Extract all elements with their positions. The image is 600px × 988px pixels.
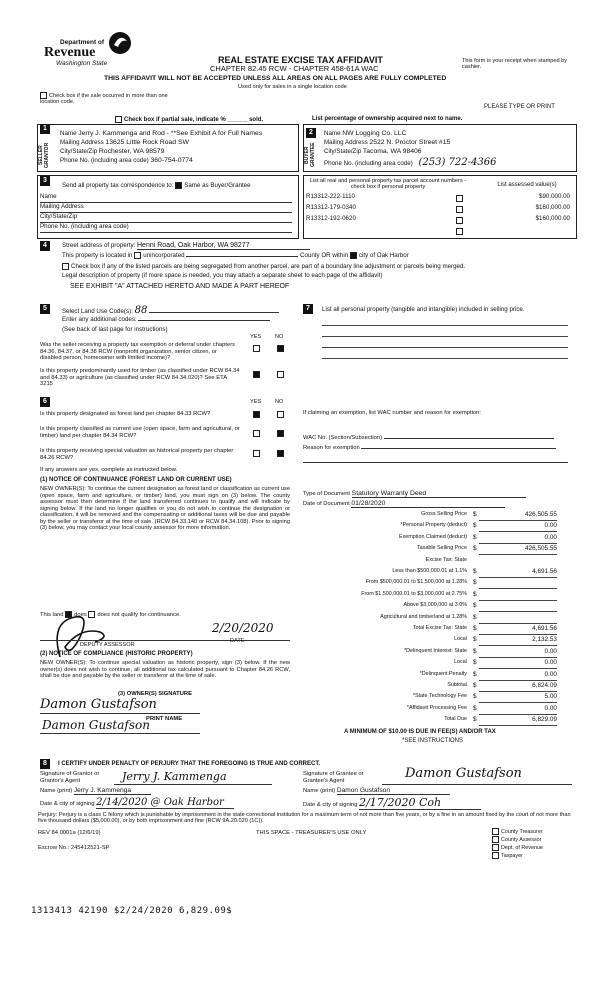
grantor-name-row: Name (print) Jerry J. Kammenga bbox=[40, 787, 151, 795]
parcel-row bbox=[306, 204, 570, 215]
doc-type-row: Type of Document Statutory Warranty Deed bbox=[303, 490, 526, 498]
fee-value[interactable]: 4,691.56 bbox=[532, 568, 557, 575]
located-row: This property is located in unincorporated County OR within city of Oak Harbor bbox=[62, 252, 409, 260]
personal-property-label: List all personal property (tangible and intangible) included in selling price. bbox=[322, 306, 525, 313]
owner-print-name[interactable]: Damon Gustafson bbox=[42, 718, 150, 732]
form-title: REAL ESTATE EXCISE TAX AFFIDAVIT bbox=[218, 55, 383, 65]
grantee-sig-line bbox=[382, 784, 572, 785]
parcel-account[interactable]: R13312-179-0340 bbox=[306, 204, 356, 211]
acceptance-notice: THIS AFFIDAVIT WILL NOT BE ACCEPTED UNLESS ALL AREAS ON ALL PAGES ARE FULLY COMPLETED bbox=[104, 75, 447, 82]
grantor-signature[interactable]: Jerry J. Kammenga bbox=[122, 770, 227, 783]
parcel-account[interactable]: R13312-192-0620 bbox=[306, 215, 356, 222]
if-yes-note: If any answers are yes, complete as instructed below. bbox=[40, 467, 178, 473]
s5-q1-yes[interactable] bbox=[253, 345, 260, 352]
fee-row: Total Due $ 6,829.09 bbox=[303, 716, 593, 727]
corr-name-field[interactable]: Name bbox=[40, 193, 292, 203]
parcel-value[interactable]: $160,000.00 bbox=[535, 204, 570, 211]
exemption-label: If claiming an exemption, list WAC number and reason for exemption: bbox=[303, 410, 481, 416]
fee-value[interactable]: 0.00 bbox=[544, 704, 557, 712]
fee-table bbox=[303, 511, 593, 747]
reason-line-2[interactable] bbox=[303, 462, 568, 463]
land-use-row: Select Land Use Code(s): 88 bbox=[62, 305, 279, 317]
fee-row: Taxable Selling Price $ 426,505.55 bbox=[303, 545, 593, 556]
fee-row: *Delinquent Penalty $ 0.00 bbox=[303, 671, 593, 682]
see-back-note: (See back of last page for instructions) bbox=[62, 326, 168, 333]
form-chapters: CHAPTER 82.45 RCW - CHAPTER 458-61A WAC bbox=[210, 64, 379, 73]
property-street[interactable]: Henni Road, Oak Harbor, WA 98277 bbox=[137, 242, 310, 250]
parcel-row bbox=[306, 193, 570, 204]
legal-exhibit: SEE EXHIBIT "A" ATTACHED HERETO AND MADE A PART HEREOF bbox=[70, 283, 290, 290]
fee-value[interactable]: 6,829.09 bbox=[532, 716, 557, 724]
wac-field[interactable] bbox=[384, 438, 554, 439]
parcel-account[interactable]: R13312-222-1110 bbox=[306, 193, 355, 200]
deputy-assessor-label: DEPUTY ASSESSOR bbox=[80, 642, 135, 648]
legal-description-label: Legal description of property (if more space is needed, you may attach a separate sheet to each page of the affidavit) bbox=[62, 272, 383, 279]
seller-phone-row: Phone No. (including area code) 360-754-0774 bbox=[60, 157, 193, 164]
owner-signature[interactable]: Damon Gustafson bbox=[40, 697, 157, 712]
dist-checkbox[interactable] bbox=[492, 828, 499, 835]
section-5-tag: 5 bbox=[40, 304, 50, 314]
s5-yes-header: YES bbox=[250, 334, 262, 340]
single-location-note: Used only for sales in a single location code bbox=[238, 84, 347, 90]
partial-sale-row: Check box if partial sale, indicate % ______ sold. bbox=[115, 116, 263, 124]
corr-city-field[interactable]: City/State/Zip bbox=[40, 213, 292, 223]
grantor-sig-line bbox=[114, 784, 272, 785]
section-4-tag: 4 bbox=[40, 241, 50, 251]
fee-row: Gross Selling Price $ 426,505.55 bbox=[303, 511, 593, 522]
corr-mailing-field[interactable]: Mailing Address bbox=[40, 203, 292, 213]
s6-yes-header: YES bbox=[250, 399, 262, 405]
doc-date[interactable]: 01/28/2020 bbox=[351, 500, 505, 508]
fee-row: Local $ 2,132.53 bbox=[303, 636, 593, 647]
partial-sale-checkbox[interactable] bbox=[115, 116, 122, 123]
street-row: Street address of property: Henni Road, Oak Harbor, WA 98277 bbox=[62, 242, 310, 250]
s6-q3-yes[interactable] bbox=[253, 450, 260, 457]
fee-row: Exemption Claimed (deduct) $ 0.00 bbox=[303, 534, 593, 545]
seller-name-row: Name Jerry J. Kammenga and Rod - **See Exhibit A for Full Names bbox=[60, 130, 263, 137]
grantor-date-row: Date & city of signing 2/14/2020 @ Oak Harbor bbox=[40, 797, 234, 809]
fee-row: Subtotal $ 6,824.09 bbox=[303, 682, 593, 693]
see-instructions: *SEE INSTRUCTIONS bbox=[402, 738, 464, 744]
fee-row: Less than $500,000.01 at 1.1% $ 4,691.56 bbox=[303, 568, 593, 579]
s6-q1: Is this property designated as forest land per chapter 84.33 RCW? bbox=[40, 411, 211, 417]
dist-checkbox[interactable] bbox=[492, 844, 499, 851]
doc-type[interactable]: Statutory Warranty Deed bbox=[352, 490, 527, 498]
buyer-address-row: Mailing Address 2522 N. Proctor Street #15 bbox=[324, 139, 451, 146]
grantee-sig-label: Signature of Grantee or Grantee's Agent bbox=[303, 771, 364, 784]
assessor-date-label: DATE bbox=[230, 638, 245, 644]
dist-item: County Treasurer bbox=[492, 828, 543, 836]
dist-item: Taxpayer bbox=[492, 852, 543, 860]
grantee-name[interactable]: Damon Gustafson bbox=[337, 787, 450, 795]
print-name-label: PRINT NAME bbox=[146, 716, 183, 722]
fee-row: *Affidavit Processing Fee $ 0.00 bbox=[303, 705, 593, 716]
grantee-date-row: Date & city of signing 2/17/2020 Coh bbox=[303, 797, 481, 810]
s5-q1: Was the seller receiving a property tax exemption or deferral under chapters 84.36, 84.37, or 84.38 RCW (nonprofit organization, senior citizen, or disabled person, homeowner with limited income)? bbox=[40, 342, 236, 362]
s6-q2: Is this property classified as current use (open space, farm and agricultural, or timber) land per chapter 84.34 RCW? bbox=[40, 426, 240, 439]
buyer-phone-row: Phone No. (including area code) (253) 722-4366 bbox=[324, 157, 497, 168]
s6-q3-no[interactable] bbox=[277, 450, 284, 457]
owner-sig-label: (3) OWNER(S) SIGNATURE bbox=[118, 691, 192, 697]
receipt-note: This form is your receipt when stamped by cashier. bbox=[462, 58, 568, 71]
certify-statement: I CERTIFY UNDER PENALTY OF PERJURY THAT THE FOREGOING IS TRUE AND CORRECT. bbox=[58, 761, 321, 767]
fee-value[interactable]: 0.00 bbox=[544, 670, 557, 678]
fee-value[interactable]: 2,132.53 bbox=[532, 636, 557, 644]
fee-row: From $1,500,000.01 to $3,000,000 at 2.75% $ bbox=[303, 591, 593, 602]
multi-location-label: Check box if the sale occurred in more than one location code. bbox=[40, 92, 168, 106]
parcel-row-empty bbox=[306, 226, 486, 237]
fee-value[interactable]: 0.00 bbox=[544, 647, 557, 655]
dist-item: Dept. of Revenue bbox=[492, 844, 543, 852]
notice1-text: NEW OWNER(S): To continue the current designation as forest land or classification as current use (open space, farm and agriculture, or timber) land, you must sign on (3) below. The county assessor must then determine if the land transferred continues to qualify and will indicate by signing below. If the land no longer qualifies or you do not wish to continue the designation or classification, it will be removed and the compensating or additional taxes will be due and payable by the seller or transferor at the time of sale. (RCW 84.33.140 or RCW 84.34.108). Prior to signing (3) below, you may contact your local county assessor for more information. bbox=[40, 486, 290, 532]
distribution-list bbox=[492, 828, 543, 860]
parcel-header: List all real and personal property tax parcel account numbers - check box if personal property bbox=[309, 178, 467, 191]
section-1-tag: 1 bbox=[40, 124, 50, 134]
fee-value[interactable]: 4,691.56 bbox=[532, 625, 557, 632]
fee-row: *Personal Property (deduct) $ 0.00 bbox=[303, 522, 593, 533]
fee-row: Local $ 0.00 bbox=[303, 659, 593, 670]
buyer-city-row: City/State/Zip Tacoma, WA 98406 bbox=[324, 148, 422, 155]
ownership-note: List percentage of ownership acquired next to name. bbox=[312, 116, 463, 122]
reason-row: Reason for exemption bbox=[303, 445, 556, 452]
grantor-name[interactable]: Jerry J. Kammenga bbox=[74, 787, 151, 795]
escrow-number: Escrow No.: 245412521-SP bbox=[38, 845, 110, 851]
s5-no-header: NO bbox=[275, 334, 284, 340]
additional-codes-row: Enter any additional codes: bbox=[62, 316, 270, 323]
section-7-tag: 7 bbox=[303, 304, 313, 314]
notice2-text: NEW OWNER(S): To continue special valuation as historic property, sign (3) below. If the new owner(s) does not wish to continue, all additional tax calculated pursuant to Chapter 84.26 RCW, shall be due and payable by the seller or transferor at the time of sale. bbox=[40, 660, 290, 680]
assessor-sig-line bbox=[40, 640, 290, 641]
assessor-date[interactable]: 2/20/2020 bbox=[212, 621, 274, 635]
s6-q1-yes[interactable] bbox=[253, 411, 260, 418]
section-6-tag: 6 bbox=[40, 397, 50, 407]
s5-q2-yes[interactable] bbox=[253, 371, 260, 378]
personal-property-lines[interactable] bbox=[322, 315, 568, 375]
buyer-side-label: BUYER GRANTEE bbox=[304, 142, 316, 168]
grantee-name-row: Name (print) Damon Gustafson bbox=[303, 787, 450, 795]
corr-phone-field[interactable]: Phone No. (including area code) bbox=[40, 223, 292, 233]
perjury-notice: Perjury: Perjury is a class C felony which is punishable by imprisonment in the state correctional institution for a maximum term of not more than five years, or by a fine in an amount fixed by the court of not more than five thousand dollars ($5,000.00), or by both imprisonment and fine (RCW 9A.20.020 (1C)). bbox=[38, 812, 571, 825]
section-2-tag: 2 bbox=[306, 128, 316, 138]
fee-value[interactable]: 0.00 bbox=[544, 659, 557, 667]
seller-phone[interactable]: 360-754-0774 bbox=[150, 157, 193, 164]
seller-city[interactable]: Rochester, WA 98579 bbox=[98, 148, 165, 155]
seller-city-row: City/State/Zip Rochester, WA 98579 bbox=[60, 148, 165, 155]
s6-q3: Is this property receiving special valuation as historical property per chapter 84.26 RCW? bbox=[40, 448, 234, 461]
fee-value[interactable]: 426,505.55 bbox=[525, 545, 557, 553]
fee-row: Above $3,000,000 at 3.0% $ bbox=[303, 602, 593, 613]
section-8-tag: 8 bbox=[40, 759, 50, 769]
parcel-value[interactable]: $90,000.00 bbox=[539, 193, 570, 200]
section-3-tag: 3 bbox=[40, 176, 50, 186]
land-use-code[interactable]: 88 bbox=[134, 305, 148, 316]
dor-logo bbox=[38, 37, 138, 69]
multi-location-check[interactable] bbox=[40, 92, 180, 106]
parcel-list bbox=[306, 193, 572, 237]
grantee-signature[interactable]: Damon Gustafson bbox=[405, 766, 522, 781]
segregated-row: Check box if any of the listed parcels are being segregated from another parcel, are part of a boundary line adjustment or parcels being merged. bbox=[62, 263, 572, 270]
dist-checkbox[interactable] bbox=[492, 836, 499, 843]
multi-location-checkbox[interactable] bbox=[40, 92, 47, 99]
owner-sig-line bbox=[40, 713, 200, 714]
fee-value[interactable]: 0.00 bbox=[544, 522, 557, 530]
segregated-checkbox[interactable] bbox=[62, 263, 69, 270]
fee-row: Excise Tax: State bbox=[425, 556, 467, 563]
fee-row: Agricultural and timberland at 1.28% $ bbox=[303, 614, 593, 625]
seller-name[interactable]: Jerry J. Kammenga and Rod - **See Exhibit A for Full Names bbox=[78, 130, 263, 137]
personal-property-checkbox[interactable] bbox=[456, 195, 463, 202]
fee-row: *Delinquent Interest: State $ 0.00 bbox=[303, 648, 593, 659]
seller-address-row: Mailing Address 13625 Little Rock Road SW bbox=[60, 139, 189, 146]
dept-of: Department of bbox=[60, 39, 105, 46]
fee-row: Total Excise Tax: State $ 4,691.56 bbox=[303, 625, 593, 636]
s6-q2-no[interactable] bbox=[277, 430, 284, 437]
fee-value[interactable]: 6,824.09 bbox=[532, 682, 557, 689]
s6-q1-no[interactable] bbox=[277, 411, 284, 418]
grantor-date-city[interactable]: 2/14/2020 @ Oak Harbor bbox=[96, 797, 234, 809]
dist-checkbox[interactable] bbox=[492, 852, 499, 859]
buyer-name-row: Name NW Logging Co. LLC bbox=[324, 130, 407, 137]
doc-date-row: Date of Document 01/28/2020 bbox=[303, 500, 505, 508]
grantor-sig-label: Signature of Grantor or Grantor's Agent bbox=[40, 771, 100, 784]
minimum-fee-note: A MINIMUM OF $10.00 IS DUE IN FEE(S) AND/OR TAX bbox=[344, 729, 496, 735]
unincorporated-checkbox[interactable] bbox=[134, 252, 141, 259]
dor-swirl-icon bbox=[108, 31, 132, 55]
parcel-row bbox=[306, 215, 570, 226]
buyer-address[interactable]: 2522 N. Proctor Street #15 bbox=[369, 139, 451, 146]
parcel-value[interactable]: $160,000.00 bbox=[535, 215, 570, 222]
s5-q2-no[interactable] bbox=[277, 371, 284, 378]
within-city-checkbox[interactable] bbox=[350, 252, 357, 259]
s5-q1-no[interactable] bbox=[277, 345, 284, 352]
fee-value[interactable]: 0.00 bbox=[544, 533, 557, 541]
revenue-wordmark: Revenue bbox=[44, 45, 96, 60]
personal-property-checkbox[interactable] bbox=[456, 228, 463, 235]
rev-number: REV 84 0001a (12/6/19) bbox=[38, 830, 101, 836]
seller-address[interactable]: 13625 Little Rock Road SW bbox=[105, 139, 189, 146]
treasurer-space: THIS SPACE - TREASURER'S USE ONLY bbox=[256, 830, 367, 836]
washington-state: Washington State bbox=[56, 60, 108, 67]
fee-row: From $500,000.01 to $1,500,000 at 1.28% $ bbox=[303, 579, 593, 590]
land-qualify-row: This land does does not qualify for continuance. bbox=[40, 612, 181, 619]
seller-side-label: SELLER GRANTOR bbox=[38, 142, 50, 168]
reason-field[interactable] bbox=[361, 448, 556, 449]
buyer-city[interactable]: Tacoma, WA 98406 bbox=[362, 148, 422, 155]
fee-value[interactable]: 5.00 bbox=[544, 693, 557, 701]
personal-property-checkbox[interactable] bbox=[456, 206, 463, 213]
buyer-name[interactable]: NW Logging Co. LLC bbox=[342, 130, 407, 137]
s6-q2-yes[interactable] bbox=[253, 430, 260, 437]
buyer-phone[interactable]: (253) 722-4366 bbox=[418, 157, 497, 168]
notice1-title: (1) NOTICE OF CONTINUANCE (FOREST LAND OR CURRENT USE) bbox=[40, 477, 232, 483]
correspondence-row: Send all property tax correspondence to: Same as Buyer/Grantee bbox=[62, 182, 251, 190]
same-as-buyer-checkbox[interactable] bbox=[175, 182, 182, 189]
fee-row: *State Technology Fee $ 5.00 bbox=[303, 693, 593, 704]
notice2-title: (2) NOTICE OF COMPLIANCE (HISTORIC PROPERTY) bbox=[40, 651, 193, 657]
assessed-header: List assessed value(s) bbox=[497, 182, 557, 188]
s6-no-header: NO bbox=[275, 399, 284, 405]
s5-q2: Is this property predominantly used for timber (as classified under RCW 84.34 and 84.33) or agriculture (as classified under RCW 84.34.020)? See ETA 3215 bbox=[40, 368, 240, 388]
wac-row: WAC No. (Section/Subsection) bbox=[303, 435, 554, 442]
personal-property-checkbox[interactable] bbox=[456, 217, 463, 224]
receipt-stamp: 1313413 42190 $2/24/2020 6,829.09$ bbox=[31, 906, 233, 916]
fee-value[interactable]: 426,505.55 bbox=[525, 511, 557, 518]
dist-item: County Assessor bbox=[492, 836, 543, 844]
print-name-line bbox=[40, 733, 200, 734]
grantee-date-city[interactable]: 2/17/2020 Coh bbox=[359, 796, 481, 810]
print-note: PLEASE TYPE OR PRINT bbox=[484, 104, 555, 110]
